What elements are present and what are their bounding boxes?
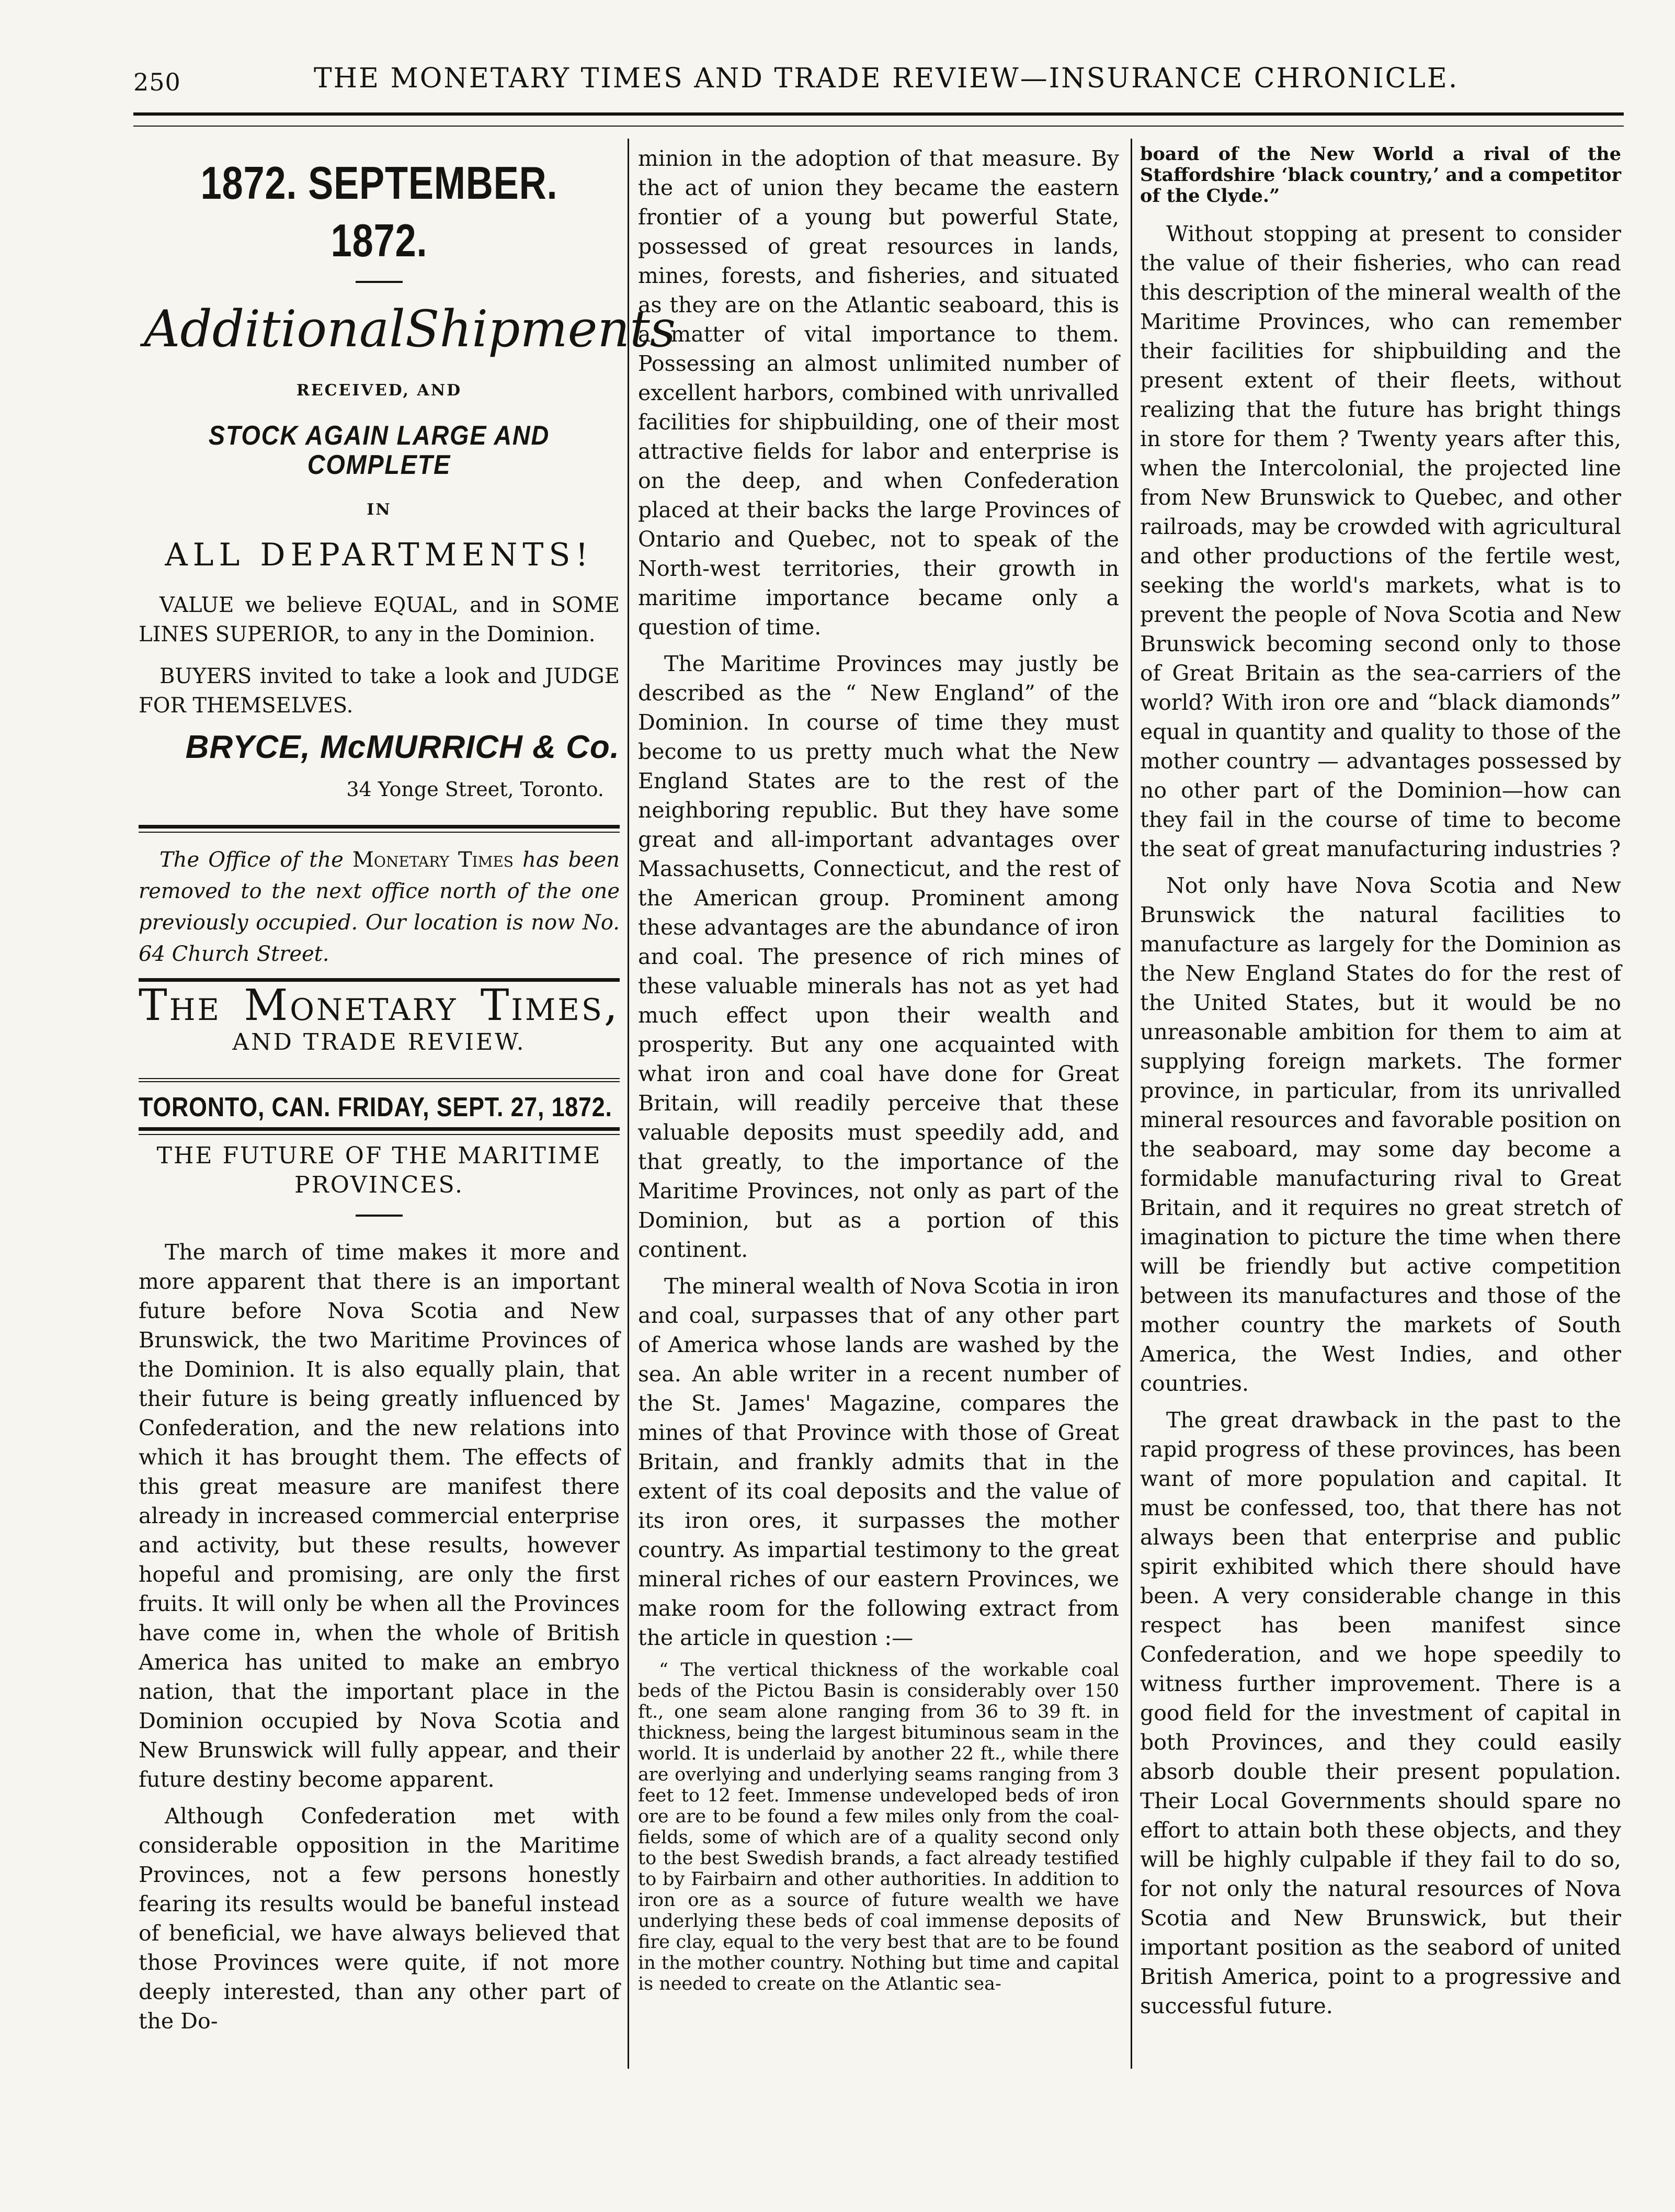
office-notice [139, 844, 620, 970]
headline-word: Additional [144, 300, 405, 358]
section-rule-thin [139, 1078, 620, 1079]
article-paragraph: The great drawback in the past to the rapid progress of these provinces, has been want of more population and capital. It must be confessed, too, that there has not always been that enterprise and public spirit exhibited which there should have been. A very considerable change in this respect has been manifest since Confederation, and we hope speedily to witness further improvement. There is a good field for the investment of capital in both Provinces, and they could easily absorb double their present population. Their Local Governments should spare no effort to attain both these objects, and they will be highly culpable if they fail to do so, for not only the natural resources of Nova Scotia and New Brunswick, but their important position as the seabord of united British America, point to a progressive and successful future. [1140, 1408, 1621, 2018]
article-title: THE FUTURE OF THE MARITIME PROVINCES. [156, 1142, 602, 1198]
masthead-word: The [139, 981, 222, 1030]
advertisement-date: 1872. SEPTEMBER. 1872. [200, 157, 558, 266]
firm-address: 34 Yonge Street, Toronto. [346, 778, 604, 801]
column-3 [1140, 144, 1621, 2028]
article-paragraph: The Maritime Provinces may justly be described as the “ New England” of the Dominion. In course of time they must become to us pretty much what the New England States are to the rest of the neighboring republic. But they have some great and all-important advantages over Massachusetts, Connecticut, and the rest of the American group. Prominent among these advantages are the abundance of iron and coal. The presence of rich mines of these valuable minerals has not as yet had much effect upon their wealth and prosperity. But any one acquainted with what iron and coal have done for Great Britain, will readily perceive that these valuable deposits must speedily add, and that greatly, to the importance of the Maritime Provinces, not only as part of the Dominion, but as a portion of this continent. [638, 651, 1119, 1262]
short-rule [356, 1215, 403, 1217]
notice-paper-name: Monetary Times [352, 848, 514, 872]
received-line: RECEIVED, AND [296, 381, 462, 400]
in-line: IN [367, 501, 392, 519]
headline-word: Shipments [405, 300, 676, 358]
dateline: TORONTO, CAN. FRIDAY, SEPT. 27, 1872. [139, 1092, 612, 1122]
column-divider [1131, 139, 1132, 2069]
page-number: 250 [133, 68, 181, 96]
section-rule-thin [139, 1134, 620, 1135]
short-rule [356, 281, 403, 283]
section-rule [139, 1127, 620, 1131]
departments-line: ALL DEPARTMENTS! [165, 537, 594, 573]
column-1 [139, 144, 676, 2043]
section-rule [139, 825, 620, 829]
quoted-extract-end: board of the New World a rival of the Staffordshire ‘black country,’ and a competitor of the Clyde.” [1140, 143, 1622, 207]
column-2 [638, 144, 1119, 1999]
header-rule [133, 112, 1624, 116]
advertisement-headline [139, 298, 676, 360]
stock-line: STOCK AGAIN LARGE AND COMPLETE [208, 421, 550, 480]
firm-name: BRYCE, McMURRICH & Co. [185, 729, 620, 765]
buyers-text: BUYERS invited to take a look and JUDGE FOR THEMSELVES. [139, 664, 620, 718]
notice-text: has been removed to the next office north of the one previously occupied. Our location is now No. 64 Church Street. [139, 848, 620, 966]
article-paragraph: Without stopping at present to consider the value of their fisheries, who can read this description of the mineral wealth of the Maritime Provinces, who can remember their facilities for shipbuilding and the present extent of their fleets, without realizing that the future has bright things in store for them ? Twenty years after this, when the Intercolonial, the projected line from New Brunswick to Quebec, and other railroads, may be crowded with agricultural and other productions of the fertile west, seeking the world's markets, what is to prevent the people of Nova Scotia and New Brunswick becoming second only to those of Great Britain as the sea-carriers of the world? With iron ore and “black diamonds” equal in quantity and quality to those of the mother country — advantages possessed by no other part of the Dominion—how can they fail in the course of time to become the seat of great manufacturing industries ? [1140, 221, 1621, 861]
article-paragraph: Although Confederation met with considerable opposition in the Maritime Provinces, not a few persons honestly fearing its results would be baneful instead of beneficial, we have always believed that those Provinces were quite, if not more deeply interested, than any other part of the Do- [139, 1803, 620, 2034]
notice-text: The Office of the [159, 848, 344, 872]
masthead-title [139, 981, 620, 1030]
running-head: THE MONETARY TIMES AND TRADE REVIEW—INSURANCE CHRONICLE. [314, 63, 1459, 94]
masthead-subtitle: AND TRADE REVIEW. [232, 1029, 526, 1056]
section-rule-thin [139, 1081, 620, 1082]
article-paragraph: The mineral wealth of Nova Scotia in iron and coal, surpasses that of any other part of America whose lands are washed by the sea. An able writer in a recent number of the St. James' Magazine, compares the mines of that Province with those of Great Britain, and frankly admits that in the extent of its coal deposits and the value of its iron ores, it surpasses the mother country. As impartial testimony to the great mineral riches of our eastern Provinces, we make room for the following extract from the article in question :— [638, 1274, 1119, 1650]
quoted-extract: “ The vertical thickness of the workable coal beds of the Pictou Basin is considerably over 150 ft., one seam alone ranging from 36 to 39 ft. in thickness, being the largest bituminous seam in the world. It is underlaid by another 22 ft., while there are overlying and underlying seams ranging from 3 feet to 12 feet. Immense undeveloped beds of iron ore are to be found a few miles only from the coal-fields, some of which are of a quality second only to the best Swedish brands, a fact already testified to by Fairbairn and other authorities. In addition to iron ore as a source of future wealth we have underlying these beds of coal immense deposits of fire clay, equal to the very best that are to be found in the mother country. Nothing but time and capital is needed to create on the Atlantic sea- [638, 1660, 1119, 1994]
masthead-word: Times, [480, 981, 620, 1030]
value-text: VALUE we believe EQUAL, and in SOME LINES SUPERIOR, to any in the Dominion. [139, 593, 620, 646]
header-rule-thin [133, 126, 1624, 127]
section-rule-thin [139, 832, 620, 833]
column-divider [628, 139, 629, 2069]
article-paragraph: minion in the adoption of that measure. By the act of union they became the eastern frontier of a young but powerful State, possessed of great resources in lands, mines, forests, and fisheries, and situated as they are on the Atlantic seaboard, this is a matter of vital importance to them. Possessing an almost unlimited number of excellent harbors, combined with unrivalled facilities for shipbuilding, one of their most attractive fields for labor and enterprise is on the deep, and when Confederation placed at their backs the large Provinces of Ontario and Quebec, not to speak of the North-west territories, their growth in maritime importance became only a question of time. [638, 146, 1119, 640]
article-paragraph: Not only have Nova Scotia and New Brunswick the natural facilities to manufacture as largely for the Dominion as the New England States do for the rest of the United States, but it would be no unreasonable ambition for them to aim at supplying foreign markets. The former province, in particular, from its unrivalled mineral resources and favorable position on the seaboard, may some day become a formidable manufacturing rival to Great Britain, and it requires no great stretch of imagination to picture the time when there will be friendly but active competition between its manufactures and those of the mother country the markets of South America, the West Indies, and other countries. [1140, 873, 1621, 1396]
article-paragraph: The march of time makes it more and more apparent that there is an important future before Nova Scotia and New Brunswick, the two Maritime Provinces of the Dominion. It is also equally plain, that their future is being greatly influenced by Confederation, and the new relations into which it has brought them. The effects of this great measure are manifest there already in increased commercial enterprise and activity, but these results, however hopeful and promising, are only the first fruits. It will only be when all the Provinces have come in, when the whole of British America has united to make an embryo nation, that the important place in the Dominion occupied by Nova Scotia and New Brunswick will fully appear, and their future destiny become apparent. [139, 1240, 620, 1792]
masthead-word: Monetary [244, 981, 458, 1030]
